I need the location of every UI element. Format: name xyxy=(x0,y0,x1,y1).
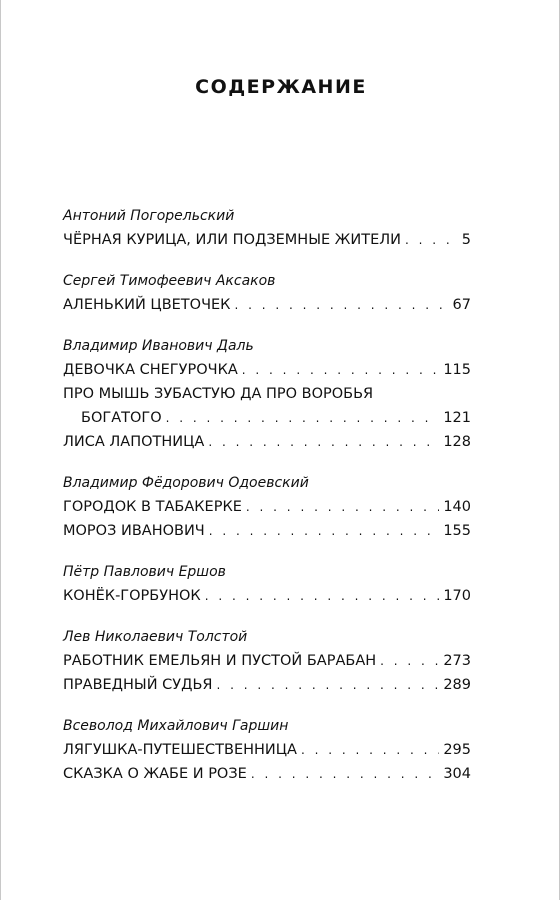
toc-entry[interactable] xyxy=(63,738,471,762)
toc-section xyxy=(63,334,471,454)
entry-page-number: 5 xyxy=(461,232,471,248)
entry-page-number: 170 xyxy=(443,588,471,604)
dot-leader xyxy=(234,293,448,317)
toc-section xyxy=(63,625,471,697)
dot-leader xyxy=(246,495,439,519)
entry-title: ЛЯГУШКА-ПУТЕШЕСТВЕННИЦА xyxy=(63,742,297,758)
entry-page-number: 295 xyxy=(443,742,471,758)
author-name: Всеволод Михайлович Гаршин xyxy=(63,718,289,734)
entry-title: КОНЁК-ГОРБУНОК xyxy=(63,588,201,604)
toc-entry[interactable] xyxy=(63,495,471,519)
entry-title: ЛИСА ЛАПОТНИЦА xyxy=(63,434,205,450)
entry-title: РАБОТНИК ЕМЕЛЬЯН И ПУСТОЙ БАРАБАН xyxy=(63,653,377,669)
entry-title-continuation: БОГАТОГО xyxy=(81,410,162,426)
toc-entry[interactable] xyxy=(63,519,471,543)
dot-leader xyxy=(205,584,440,608)
entry-page-number: 273 xyxy=(443,653,471,669)
entry-page-number: 67 xyxy=(452,297,471,313)
toc-entry[interactable] xyxy=(63,762,471,786)
toc-entry[interactable] xyxy=(63,649,471,673)
page-title: СОДЕРЖАНИЕ xyxy=(195,76,367,98)
entry-page-number: 140 xyxy=(443,499,471,515)
dot-leader xyxy=(208,430,439,454)
author-name: Лев Николаевич Толстой xyxy=(63,629,248,645)
entry-page-number: 121 xyxy=(443,410,471,426)
dot-leader xyxy=(301,738,439,762)
toc-entry[interactable] xyxy=(63,430,471,454)
toc-section xyxy=(63,269,471,317)
toc-entry[interactable] xyxy=(63,382,471,430)
entry-page-number: 115 xyxy=(443,362,471,378)
entry-title: ДЕВОЧКА СНЕГУРОЧКА xyxy=(63,362,238,378)
dot-leader xyxy=(166,406,440,430)
toc-entry[interactable] xyxy=(63,293,471,317)
author-name: Пётр Павлович Ершов xyxy=(63,564,226,580)
dot-leader xyxy=(209,519,440,543)
entry-title: СКАЗКА О ЖАБЕ И РОЗЕ xyxy=(63,766,247,782)
toc-entry[interactable] xyxy=(63,584,471,608)
dot-leader xyxy=(216,673,439,697)
entry-title: ПРАВЕДНЫЙ СУДЬЯ xyxy=(63,677,213,693)
entry-title: АЛЕНЬКИЙ ЦВЕТОЧЕК xyxy=(63,297,231,313)
dot-leader xyxy=(380,649,439,673)
entry-page-number: 155 xyxy=(443,523,471,539)
entry-title: ЧЁРНАЯ КУРИЦА, ИЛИ ПОДЗЕМНЫЕ ЖИТЕЛИ xyxy=(63,232,401,248)
entry-page-number: 128 xyxy=(443,434,471,450)
entry-title: ГОРОДОК В ТАБАКЕРКЕ xyxy=(63,499,242,515)
toc-section xyxy=(63,714,471,786)
toc-entry[interactable] xyxy=(63,228,471,252)
author-name: Владимир Фёдорович Одоевский xyxy=(63,475,309,491)
table-of-contents xyxy=(63,204,471,803)
dot-leader xyxy=(242,358,440,382)
toc-section xyxy=(63,471,471,543)
entry-title: ПРО МЫШЬ ЗУБАСТУЮ ДА ПРО ВОРОБЬЯ xyxy=(63,386,374,402)
entry-page-number: 304 xyxy=(443,766,471,782)
toc-entry[interactable] xyxy=(63,358,471,382)
toc-section xyxy=(63,204,471,252)
entry-title: МОРОЗ ИВАНОВИЧ xyxy=(63,523,205,539)
toc-section xyxy=(63,560,471,608)
entry-page-number: 289 xyxy=(443,677,471,693)
author-name: Владимир Иванович Даль xyxy=(63,338,254,354)
dot-leader xyxy=(251,762,440,786)
author-name: Антоний Погорельский xyxy=(63,208,235,224)
author-name: Сергей Тимофеевич Аксаков xyxy=(63,273,276,289)
toc-entry[interactable] xyxy=(63,673,471,697)
dot-leader xyxy=(405,228,458,252)
